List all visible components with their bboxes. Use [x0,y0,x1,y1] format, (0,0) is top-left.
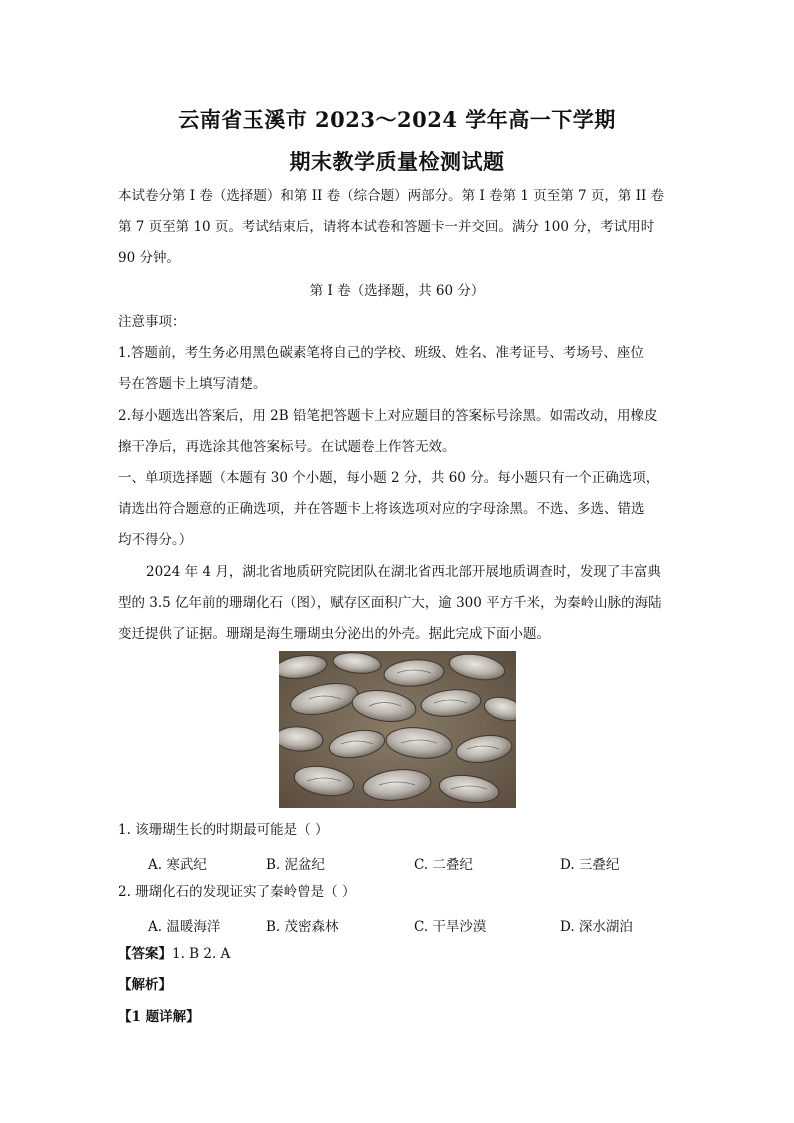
question-1-option-b[interactable]: B. 泥盆纪 [266,857,326,873]
notice-line: 1.答题前，考生务必用黑色碳素笔将自己的学校、班级、姓名、准考证号、考场号、座位 [118,345,644,361]
answer-row [118,946,678,962]
analysis-label: 【解析】 [118,977,172,993]
coral-fossil-image [279,651,516,808]
part-one-line: 请选出符合题意的正确选项，并在答题卡上将该选项对应的字母涂黑。不选、多选、错选 [118,501,645,517]
intro-line: 90 分钟。 [118,250,180,266]
question-2-option-c[interactable]: C. 干旱沙漠 [414,919,487,935]
question-1-stem: 1. 该珊瑚生长的时期最可能是（ ） [118,822,329,838]
notice-line: 擦干净后，再选涂其他答案标号。在试题卷上作答无效。 [118,439,456,455]
answer-label: 【答案】 [118,946,172,962]
question-1-option-d[interactable]: D. 三叠纪 [560,857,620,873]
exam-title: 云南省玉溪市 2023～2024 学年高一下学期 [178,107,616,132]
notice-heading: 注意事项： [118,314,186,330]
question-2-option-b[interactable]: B. 茂密森林 [266,919,339,935]
notice-line: 2.每小题选出答案后，用 2B 铅笔把答题卡上对应题目的答案标号涂黑。如需改动，用橡皮 [118,408,658,424]
answer-text: 1. B 2. A [172,946,231,962]
question-2-stem: 2. 珊瑚化石的发现证实了秦岭曾是（ ） [118,884,356,900]
part-one-line: 均不得分。） [118,532,193,548]
intro-line: 本试卷分第 I 卷（选择题）和第 II 卷（综合题）两部分。第 I 卷第 1 页至第 7 页，第 II 卷 [118,188,665,204]
passage-line: 变迁提供了证据。珊瑚是海生珊瑚虫分泌出的外壳。据此完成下面小题。 [118,626,550,642]
section-title: 第 I 卷（选择题，共 60 分） [309,283,485,299]
notice-line: 号在答题卡上填写清楚。 [118,376,267,392]
exam-subtitle: 期末教学质量检测试题 [289,149,505,174]
intro-line: 第 7 页至第 10 页。考试结束后，请将本试卷和答题卡一并交回。满分 100 分，考试用时 [118,219,655,235]
question-2-option-d[interactable]: D. 深水湖泊 [560,919,633,935]
detail-label: 【1 题详解】 [118,1009,200,1025]
passage-line: 2024 年 4 月，湖北省地质研究院团队在湖北省西北部开展地质调查时，发现了丰富典 [146,564,661,580]
question-2-option-a[interactable]: A. 温暖海洋 [148,919,221,935]
question-1-option-a[interactable]: A. 寒武纪 [148,857,207,873]
passage-line: 型的 3.5 亿年前的珊瑚化石（图），赋存区面积广大，逾 300 平方千米，为秦岭山脉的海陆 [118,595,662,611]
question-1-option-c[interactable]: C. 二叠纪 [414,857,473,873]
part-one-line: 一、单项选择题（本题有 30 个小题，每小题 2 分，共 60 分。每小题只有一个正确选项， [118,470,660,486]
